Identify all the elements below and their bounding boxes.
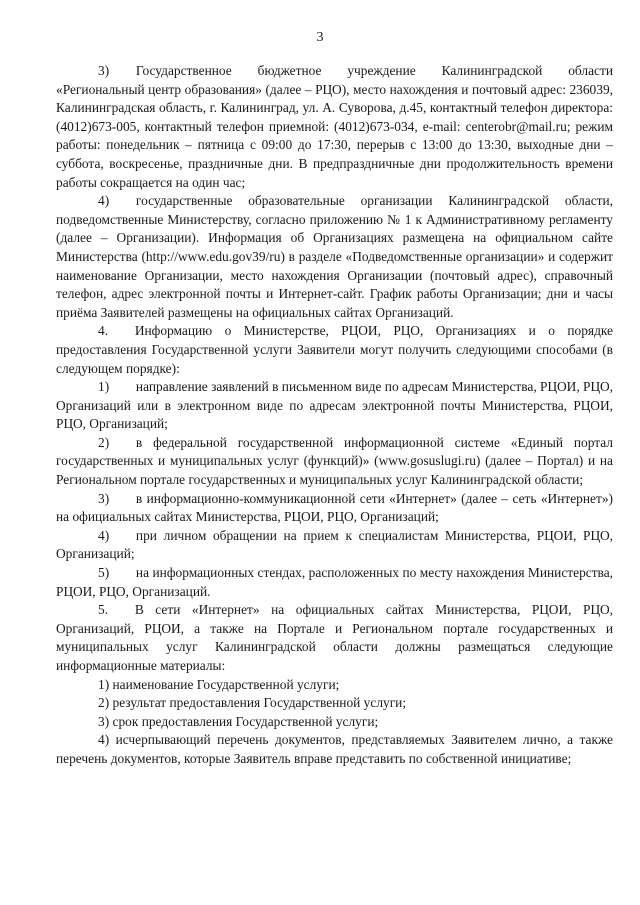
paragraph: 1) направление заявлений в письменном виде по адресам Министерства, РЦОИ, РЦО, Организаций или в электронном виде по адресам электронной почты Министерства, РЦОИ, РЦО, Организаций; bbox=[56, 379, 613, 432]
paragraph: 5) на информационных стендах, расположенных по месту нахождения Министерства, РЦОИ, РЦО, Организаций. bbox=[56, 565, 613, 599]
paragraph: 4. Информацию о Министерстве, РЦОИ, РЦО, Организациях и о порядке предоставления Государственной услуги Заявители могут получить следующими способами (в следующем порядке): bbox=[56, 323, 613, 376]
paragraph: 2) результат предоставления Государственной услуги; bbox=[98, 695, 407, 711]
paragraph: 2) в федеральной государственной информационной системе «Единый портал государственных и муниципальных услуг (функций)» (www.gosuslugi.ru) (далее – Портал) и на Региональном портале государственных и муниципальных услуг Калининградской области; bbox=[56, 434, 613, 488]
paragraph: 3) Государственное бюджетное учреждение Калининградской области «Региональный центр образования» (далее – РЦО), место нахождения и почтовый адрес: 236039, Калининградская область, г. Калининград, ул. А. Суворова, д.45, контактный телефон директора: (4012)673-005, контактный телефон приемной: (4012)673-034, e-mail: centerobr@mail.ru; режим работы: понедельник – пятница с 09:00 до 17:30, перерыв с 13:00 до 13:30, выходные дни – суббота, воскресенье, праздничные дни. В предпраздничные дни продолжительность времени работы сокращается на один час; bbox=[56, 63, 613, 190]
paragraph: 4) исчерпывающий перечень документов, представляемых Заявителем лично, а также перечень документов, которые Заявитель вправе представить по собственной инициативе; bbox=[56, 732, 613, 766]
page-number: 3 bbox=[316, 30, 324, 45]
paragraph: 4) при личном обращении на прием к специалистам Министерства, РЦОИ, РЦО, Организаций; bbox=[56, 527, 613, 562]
paragraph: 5. В сети «Интернет» на официальных сайтах Министерства, РЦОИ, РЦО, Организаций, РЦОИ, а также на Портале и Региональном портале государственных и муниципальных услуг Калининградской области должны размещаться следующие информационные материалы: bbox=[56, 602, 613, 673]
paragraph: 3) срок предоставления Государственной услуги; bbox=[98, 713, 379, 729]
paragraph: 4) государственные образовательные организации Калининградской области, подведомственные Министерству, согласно приложению № 1 к Административному регламенту (далее – Организации). Информация об Организациях размещена на официальном сайте Министерства (http://www.edu.gov39/ru) в разделе «Подведомственные организации» и содержит наименование Организации, место нахождения Организации (почтовый адрес), справочный телефон, адрес электронной почты и Интернет-сайт. График работы Организации; дни и часы приёма Заявителей размещены на официальных сайтах Организаций. bbox=[56, 193, 613, 320]
document-body bbox=[56, 62, 613, 769]
paragraph: 1) наименование Государственной услуги; bbox=[98, 676, 340, 692]
paragraph: 3) в информационно-коммуникационной сети «Интернет» (далее – сеть «Интернет») на официальных сайтах Министерства, РЦОИ, РЦО, Организаций; bbox=[56, 490, 613, 525]
